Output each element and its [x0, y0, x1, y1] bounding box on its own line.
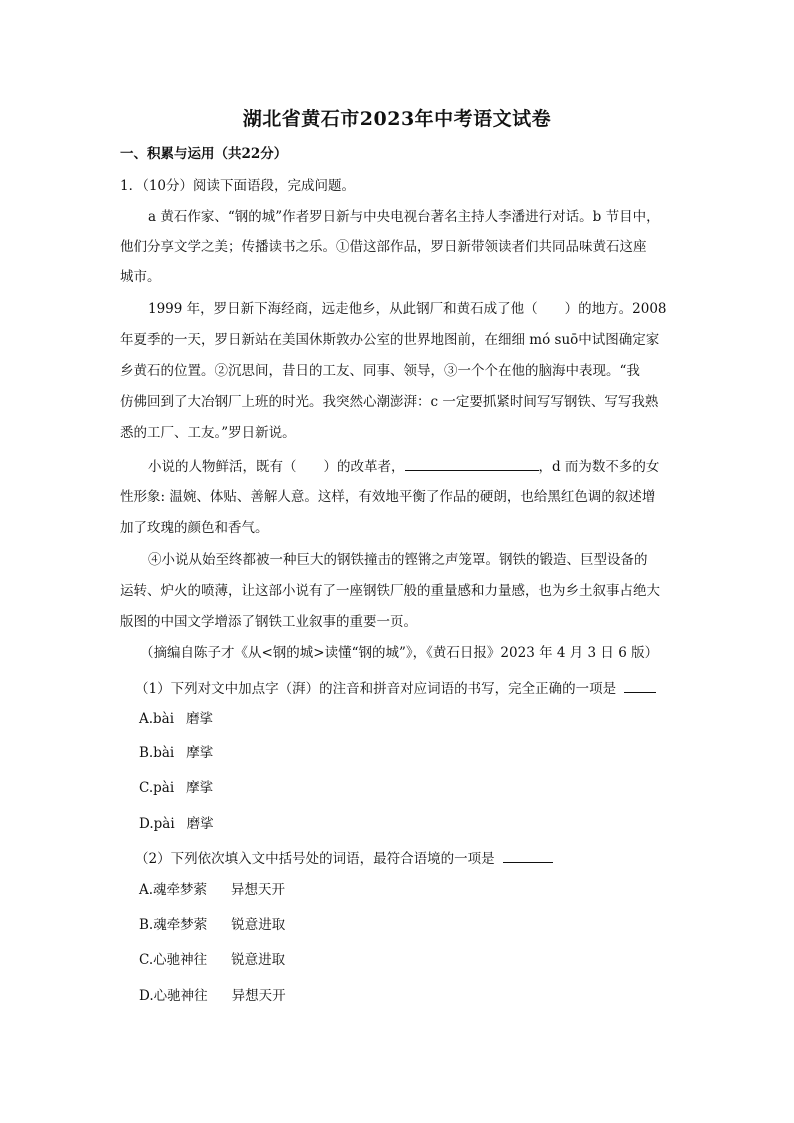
paragraph-2-line: 年夏季的一天，罗日新站在美国休斯敦办公室的世界地图前，在细细 mó suō中试图确定家	[120, 332, 660, 348]
option-word: 魂牵梦萦	[153, 882, 208, 898]
paragraph-3-line: 性形象: 温婉、体贴、善解人意。这样，有效地平衡了作品的硬朗，也给黑红色调的叙述增	[120, 489, 656, 505]
paragraph-4-line: 运转、炉火的喷薄，让这部小说有了一座钢铁厂般的重量感和力量感，也为乡土叙事占绝大	[120, 583, 660, 599]
option-word: 磨挲	[186, 816, 214, 832]
option-word: 摩挲	[186, 745, 214, 761]
answer-blank[interactable]	[503, 848, 553, 863]
option-word: 摩挲	[186, 780, 214, 796]
page-title: 湖北省黄石市2023年中考语文试卷	[242, 108, 552, 130]
option-letter: C.	[139, 952, 154, 968]
sub-question-1-text: （1）下列对文中加点字（湃）的注音和拼音对应词语的书写，完全正确的一项是	[135, 681, 617, 697]
sub-question-2-text: （2）下列依次填入文中括号处的词语，最符合语境的一项是	[135, 851, 495, 867]
option-word: 锐意进取	[231, 952, 286, 968]
option-c[interactable]	[139, 778, 213, 798]
option-a[interactable]	[139, 709, 213, 729]
paragraph-3-line	[148, 456, 659, 477]
option-letter: B.	[139, 917, 154, 933]
paragraph-4-line: 版图的中国文学增添了钢铁工业叙事的重要一页。	[120, 614, 417, 630]
option-letter: C.pài	[139, 780, 175, 796]
option-b[interactable]	[139, 915, 285, 935]
option-word: 心驰神往	[153, 952, 208, 968]
option-b[interactable]	[139, 743, 213, 763]
option-letter: A.bài	[139, 711, 175, 727]
paragraph-1-line: 他们分享文学之美；传播读书之乐。①借这部作品，罗日新带领读者们共同品味黄石这座	[120, 239, 647, 255]
option-d[interactable]	[139, 814, 214, 834]
option-word: 锐意进取	[231, 917, 286, 933]
paragraph-3-text: 小说的人物鲜活，既有（ ）的改革者，	[148, 459, 405, 475]
paragraph-3-text: ，d 而为数不多的女	[538, 459, 660, 475]
option-letter: D.	[139, 988, 154, 1004]
option-letter: B.bài	[139, 745, 175, 761]
answer-blank[interactable]	[624, 678, 656, 693]
paragraph-2-line: 乡黄石的位置。②沉思间，昔日的工友、同事、领导，③一个个在他的脑海中表现。“我	[120, 363, 640, 379]
paragraph-3-line: 加了玫瑰的颜色和香气。	[120, 520, 269, 536]
paragraph-1-line: 城市。	[120, 269, 161, 285]
option-letter: A.	[139, 882, 154, 898]
question-1-stem: 1．（10分）阅读下面语段，完成问题。	[120, 178, 356, 194]
option-word: 异想天开	[231, 882, 286, 898]
section-heading: 一、积累与运用（共22分）	[120, 146, 288, 162]
option-word: 异想天开	[231, 988, 286, 1004]
option-a[interactable]	[139, 880, 285, 900]
option-word: 心驰神往	[153, 988, 208, 1004]
paragraph-2-line: 1999 年，罗日新下海经商，远走他乡，从此钢厂和黄石成了他（ ）的地方。2008	[148, 301, 667, 317]
paragraph-2-line: 仿佛回到了大冶钢厂上班的时光。我突然心潮澎湃：c 一定要抓紧时间写写钢铁、写写我熟	[120, 394, 659, 410]
option-word: 魂牵梦萦	[153, 917, 208, 933]
source-citation: （摘编自陈子才《从<钢的城>读懂“钢的城”》，《黄石日报》2023 年 4 月 3 日 6 版）	[140, 645, 659, 661]
sub-question-2	[135, 848, 553, 869]
answer-blank[interactable]	[405, 456, 539, 471]
paragraph-2-line: 悉的工厂、工友。”罗日新说。	[120, 425, 296, 441]
sub-question-1	[135, 678, 656, 699]
paragraph-4-line: ④小说从始至终都被一种巨大的钢铁撞击的铿锵之声笼罩。钢铁的锻造、巨型设备的	[148, 552, 648, 568]
option-word: 磨挲	[186, 711, 214, 727]
option-letter: D.pài	[139, 816, 175, 832]
option-d[interactable]	[139, 986, 286, 1006]
paragraph-1-line: a 黄石作家、“钢的城”作者罗日新与中央电视台著名主持人李潘进行对话。b 节目中，	[148, 209, 660, 225]
option-c[interactable]	[139, 950, 285, 970]
